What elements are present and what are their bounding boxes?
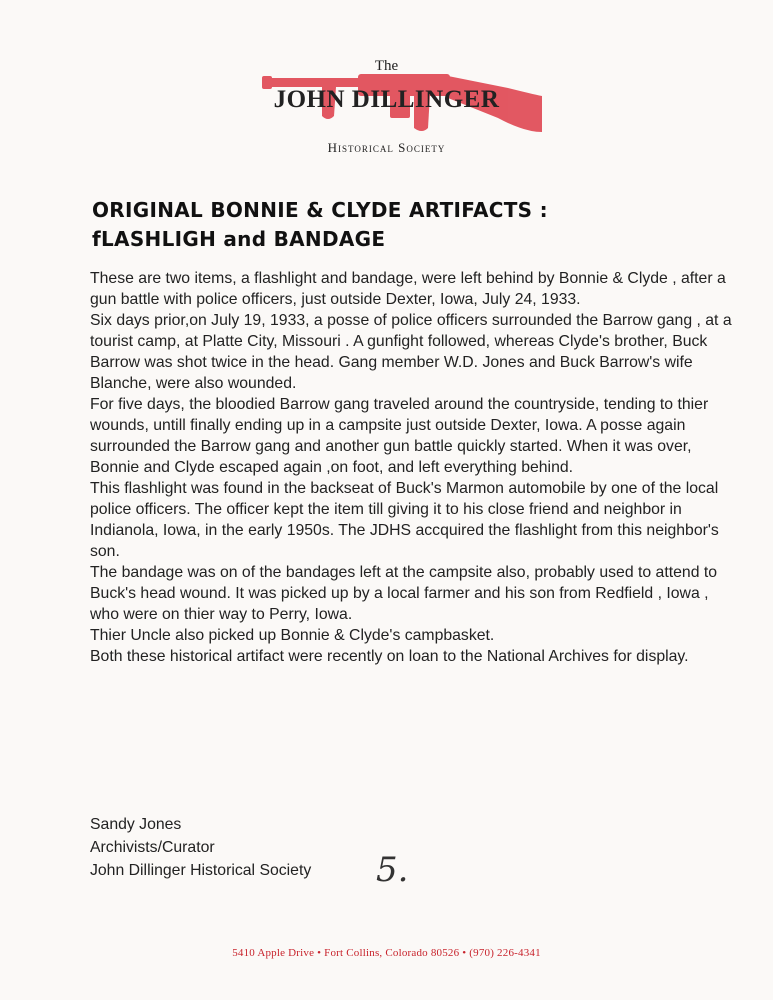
letterhead-name: JOHN DILLINGER (273, 86, 500, 113)
signer-title: Archivists/Curator (90, 839, 215, 856)
paragraph: These are two items, a flashlight and bandage, were left behind by Bonnie & Clyde , after a gun battle with police officers, just outside Dexter, Iowa, July 24, 1933. (90, 270, 726, 308)
paragraph: The bandage was on of the bandages left at the campsite also, probably used to attend to Buck's head wound. It was picked up by a local farmer and his son from Redfield , Iowa , who were on thier way to Perry, Iowa. (90, 564, 718, 623)
paragraph: Thier Uncle also picked up Bonnie & Clyde's campbasket. (90, 627, 495, 644)
signature-block (90, 813, 311, 882)
handwritten-number: 5. (376, 850, 409, 890)
footer-address: 5410 Apple Drive • Fort Collins, Colorado 80526 • (970) 226-4341 (232, 947, 541, 959)
signer-organization: John Dillinger Historical Society (90, 862, 312, 879)
paragraph: This flashlight was found in the backseat of Buck's Marmon automobile by one of the local police officers. The officer kept the item till giving it to his close friend and neighbor in Indianola, Iowa, in the early 1950s. The JDHS accquired the flashlight from this neighbor's son. (90, 480, 719, 560)
heading-line-1: ORIGINAL BONNIE & CLYDE ARTIFACTS : (92, 198, 548, 222)
letterhead-society: Historical Society (327, 140, 446, 155)
paragraph: Both these historical artifact were recently on loan to the National Archives for display. (90, 648, 689, 665)
document-heading (92, 196, 732, 254)
paragraph: For five days, the bloodied Barrow gang traveled around the countryside, tending to thier wounds, untill finally ending up in a campsite just outside Dexter, Iowa. A posse again surrounded the Barrow gang and another gun battle quickly started. When it was over, Bonnie and Clyde escaped again ,on foot, and left everything behind. (90, 396, 709, 476)
heading-line-2: fLASHLIGH and BANDAGE (92, 227, 386, 251)
paragraph: Six days prior,on July 19, 1933, a posse of police officers surrounded the Barrow gang , at a tourist camp, at Platte City, Missouri . A gunfight followed, whereas Clyde's brother, Buck Barrow was shot twice in the head. Gang member W.D. Jones and Buck Barrow's wife Blanche, were also wounded. (90, 312, 732, 392)
letterhead-the: The (374, 58, 399, 74)
letter-body (90, 268, 740, 667)
signer-name: Sandy Jones (90, 816, 182, 833)
